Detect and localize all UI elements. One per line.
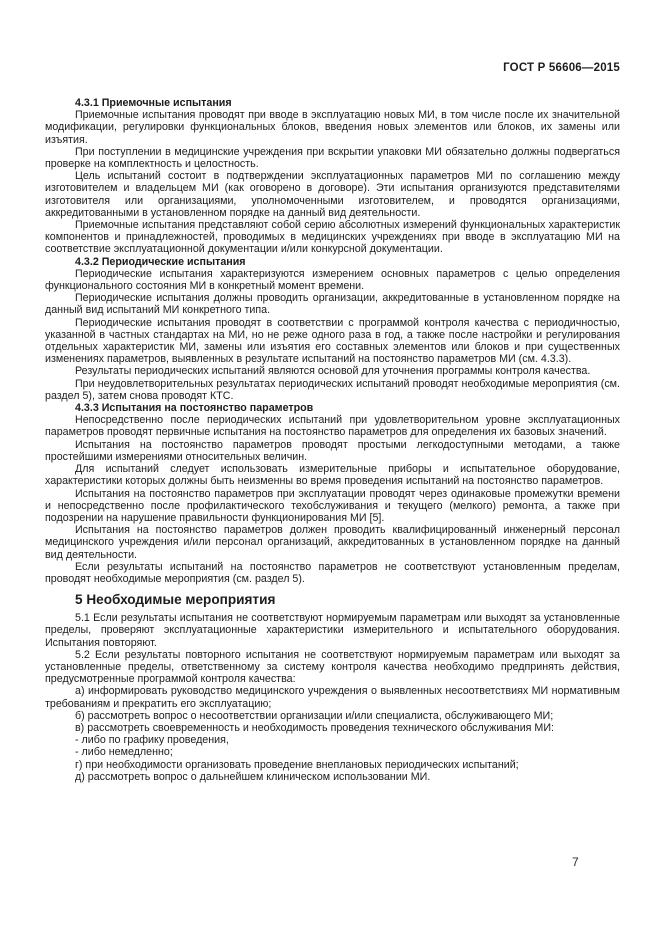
subsection-heading: 4.3.1 Приемочные испытания [75, 97, 232, 109]
document-body [45, 97, 620, 783]
paragraph: Периодические испытания проводят в соответствии с программой контроля качества с периодичностью, указанной в частных стандартах на МИ, но не реже одного раза в год, а также после настройки и регулирования отдельных характеристик МИ, замены или изъятия его составных элементов или блоков и при существенных изменениях параметров, выявленных в результате испытаний на постоянство параметров МИ (см. 4.3.3). [45, 316, 620, 366]
paragraph: Непосредственно после периодических испытаний при удовлетворительном уровне эксплуатационных параметров проводят первичные испытания на постоянство параметров для определения их базовых значений. [45, 414, 620, 439]
paragraph: 5.2 Если результаты повторного испытания не соответствуют нормируемым параметрам или выходят за установленные пределы, ответственному за систему контроля качества необходимо предпринять действия, предусмотренные программой контроля качества: [45, 648, 620, 686]
paragraph: Если результаты испытаний на постоянство параметров не соответствуют установленным пределам, проводят необходимые мероприятия (см. раздел 5). [45, 560, 620, 585]
paragraph: Испытания на постоянство параметров должен проводить квалифицированный инженерный персонал медицинского учреждения и/или персонал организаций, аккредитованных в установленном порядке на данный вид деятельности. [45, 524, 620, 561]
paragraph: Испытания на постоянство параметров при эксплуатации проводят через одинаковые промежутки времени и непосредственно после профилактического техобслуживания и текущего (мелкого) ремонта, а также при подозрении на нарушение правильности функционирования МИ [5]. [45, 487, 620, 524]
paragraph: Для испытаний следует использовать измерительные приборы и испытательное оборудование, характеристики которых должны быть неизменны во время проведения испытаний на постоянство параметров. [45, 463, 620, 488]
paragraph: г) при необходимости организовать проведение внеплановых периодических испытаний; [75, 758, 519, 771]
document-header-standard-number: ГОСТ Р 56606—2015 [503, 62, 620, 74]
paragraph: Приемочные испытания проводят при вводе в эксплуатацию новых МИ, в том числе после их значительной модификации, регулировки функциональных блоков, введения новых элементов или блоков, их замены или изъятия. [45, 109, 620, 146]
paragraph: При неудовлетворительных результатах периодических испытаний проводят необходимые мероприятия (см. раздел 5), затем снова проводят КТС. [45, 377, 620, 402]
paragraph: 5.1 Если результаты испытания не соответствуют нормируемым параметрам или выходят за установленные пределы, проверяют эксплуатационные характеристики измерительного и испытательного оборудования. Испытания повторяют. [45, 612, 620, 649]
paragraph: - либо немедленно; [75, 746, 173, 759]
paragraph: а) информировать руководство медицинского учреждения о выявленных несоответствиях МИ нормативным требованиям и прекратить его эксплуатацию; [45, 685, 620, 710]
paragraph: Испытания на постоянство параметров проводят простыми легкодоступными методами, а также простейшими измерениями относительных величин. [45, 438, 620, 463]
subsection-heading: 4.3.3 Испытания на постоянство параметров [75, 402, 314, 415]
paragraph: Результаты периодических испытаний являются основой для уточнения программы контроля качества. [75, 365, 591, 378]
section-heading: 5 Необходимые мероприятия [75, 592, 276, 608]
paragraph: - либо по графику проведения, [75, 734, 229, 747]
paragraph: Периодические испытания должны проводить организации, аккредитованные в установленном порядке на данный вид испытаний МИ конкретного типа. [45, 292, 620, 317]
paragraph: Цель испытаний состоит в подтверждении эксплуатационных параметров МИ по соглашению между изготовителем и владельцем МИ (как оговорено в договоре). Эти испытания организуются представителями изготовителя или организациями, уполномоченными изготовителем, и проводятся организациями, аккредитованными в установленном порядке на данный вид деятельности. [45, 170, 620, 219]
paragraph: д) рассмотреть вопрос о дальнейшем клиническом использовании МИ. [75, 770, 431, 783]
paragraph: б) рассмотреть вопрос о несоответствии организации и/или специалиста, обслуживающего МИ; [75, 709, 554, 722]
paragraph: Периодические испытания характеризуются измерением основных параметров с целью определения функционального состояния МИ в конкретный момент времени. [45, 267, 620, 293]
paragraph: в) рассмотреть своевременность и необходимость проведения технического обслуживания МИ: [75, 721, 554, 734]
paragraph: При поступлении в медицинские учреждения при вскрытии упаковки МИ обязательно должны подвергаться проверке на комплектность и целостность. [45, 145, 620, 171]
page-number: 7 [572, 855, 579, 869]
paragraph: Приемочные испытания представляют собой серию абсолютных измерений функциональных характеристик компонентов и принадлежностей, проводимых в медицинских учреждениях при вводе в эксплуатацию МИ на соответствие эксплуатационной документации и/или конкурсной документации. [45, 219, 620, 256]
subsection-heading: 4.3.2 Периодические испытания [75, 255, 246, 268]
